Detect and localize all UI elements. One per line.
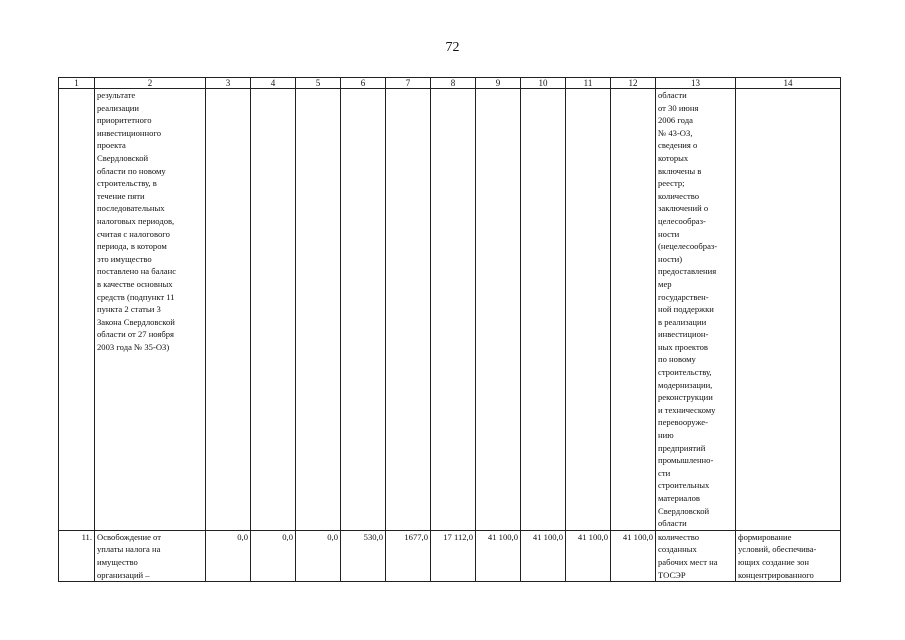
column-header: 7 [386, 78, 431, 89]
table-cell [296, 89, 341, 531]
value-cell: 17 112,0 [431, 530, 476, 581]
measure-description-cell: результате реализации приоритетного инвестиционного проекта Свердловской области по новому строительству, в течение пяти последовательных налоговых периодов, считая с налогового периода, в котором это имущество поставлено на баланс в качестве основных средств (подпункт 11 пункта 2 статьи 3 Закона Свердловской области от 27 ноября 2003 года № 35-ОЗ) [95, 89, 206, 531]
column-header: 4 [251, 78, 296, 89]
column-header: 12 [611, 78, 656, 89]
table-cell [521, 89, 566, 531]
table-cell [611, 89, 656, 531]
measure-description-cell: Освобождение от уплаты налога на имущество организаций – [95, 530, 206, 581]
table-cell [476, 89, 521, 531]
value-cell: 0,0 [206, 530, 251, 581]
table-row [59, 89, 841, 531]
column-header: 11 [566, 78, 611, 89]
column-header: 6 [341, 78, 386, 89]
column-header: 13 [656, 78, 736, 89]
data-table [58, 77, 841, 582]
value-cell: 1677,0 [386, 530, 431, 581]
column-header: 8 [431, 78, 476, 89]
page-number: 72 [445, 40, 460, 55]
table-cell [59, 89, 95, 531]
value-cell: 41 100,0 [476, 530, 521, 581]
value-cell: 41 100,0 [611, 530, 656, 581]
column-header: 9 [476, 78, 521, 89]
value-cell: 41 100,0 [566, 530, 611, 581]
table-cell [251, 89, 296, 531]
table-cell [341, 89, 386, 531]
table-row [59, 530, 841, 581]
column-header: 14 [736, 78, 841, 89]
column-header: 5 [296, 78, 341, 89]
value-cell: 41 100,0 [521, 530, 566, 581]
column-header: 3 [206, 78, 251, 89]
table-cell [736, 89, 841, 531]
value-cell: 0,0 [296, 530, 341, 581]
column-header: 10 [521, 78, 566, 89]
table-cell [206, 89, 251, 531]
column-number-row [59, 78, 841, 89]
indicator-cell: области от 30 июня 2006 года № 43-ОЗ, сведения о которых включены в реестр; количество заключений о целесообраз- ности (нецелесообраз- ности) предоставления мер государствен- ной поддержки в реализации инвестицион- ных проектов по новому строительству, модернизации, реконструкции и техническому перевооруже- нию предприятий промышленно- сти строительных материалов Свердловской области [656, 89, 736, 531]
table-cell [386, 89, 431, 531]
value-cell: 530,0 [341, 530, 386, 581]
column-header: 2 [95, 78, 206, 89]
column-header: 1 [59, 78, 95, 89]
indicator-cell: количество созданных рабочих мест на ТОСЭР [656, 530, 736, 581]
table-cell [566, 89, 611, 531]
table-cell [431, 89, 476, 531]
value-cell: 0,0 [251, 530, 296, 581]
goal-cell: формирование условий, обеспечива- ющих создание зон концентрированного [736, 530, 841, 581]
row-index-cell: 11. [59, 530, 95, 581]
